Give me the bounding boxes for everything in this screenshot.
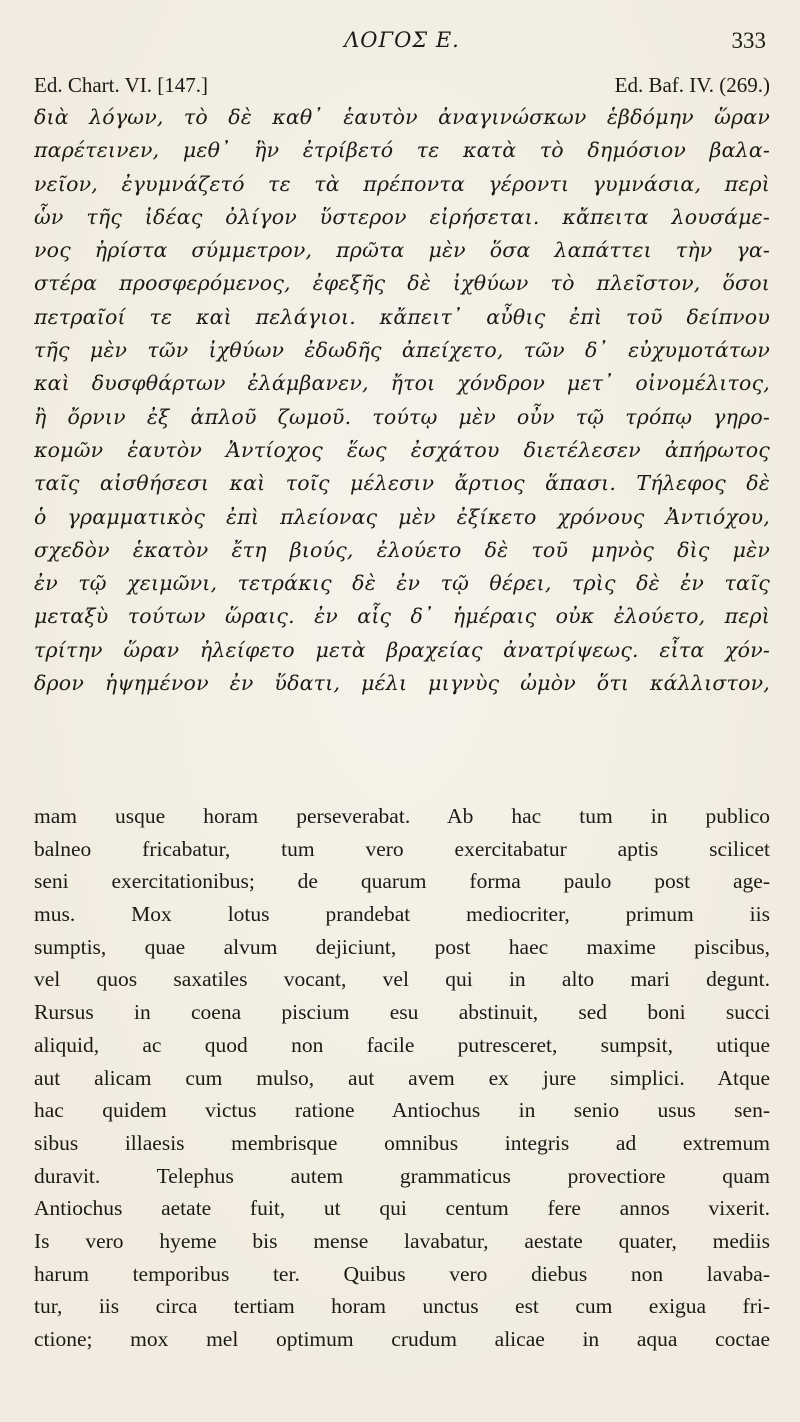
- latin-text-line: mus. Mox lotus prandebat mediocriter, primum iis: [34, 902, 770, 927]
- latin-text-line: Rursus in coena piscium esu abstinuit, sed boni succi: [34, 1000, 770, 1025]
- latin-text-line: ctione; mox mel optimum crudum alicae in aqua coctae: [34, 1327, 770, 1351]
- latin-text-line: aliquid, ac quod non facile putresceret, sumpsit, utique: [34, 1032, 770, 1057]
- page-number: 333: [731, 28, 766, 53]
- latin-text-line: tur, iis circa tertiam horam unctus est cum exigua fri-: [34, 1294, 770, 1319]
- edition-basel-reference: Ed. Baf. IV. (269.): [614, 73, 770, 97]
- edition-reference-line: [34, 73, 770, 103]
- greek-text-line: παρέτεινεν, μεθ᾽ ἣν ἐτρίβετό τε κατὰ τὸ δημόσιον βαλα-: [34, 138, 770, 163]
- latin-text-line: aut alicam cum mulso, aut avem ex jure simplici. Atque: [34, 1065, 770, 1090]
- latin-text-line: mam usque horam perseverabat. Ab hac tum in publico: [34, 804, 770, 828]
- latin-text-line: balneo fricabatur, tum vero exercitabatur aptis scilicet: [34, 836, 770, 861]
- greek-text-line: ἐν τῷ χειμῶνι, τετράκις δὲ ἐν τῷ θέρει, τρὶς δὲ ἐν ταῖς: [34, 571, 770, 596]
- greek-text-line: κομῶν ἑαυτὸν Ἀντίοχος ἕως ἐσχάτου διετέλεσεν ἀπήρωτος: [34, 437, 770, 462]
- latin-text-line: Is vero hyeme bis mense lavabatur, aestate quater, mediis: [34, 1228, 770, 1253]
- latin-text-line: hac quidem victus ratione Antiochus in senio usus sen-: [34, 1098, 770, 1123]
- latin-text-line: sibus illaesis membrisque omnibus integris ad extremum: [34, 1130, 770, 1155]
- edition-chartier-reference: Ed. Chart. VI. [147.]: [34, 73, 208, 97]
- latin-text-line: vel quos saxatiles vocant, vel qui in alto mari degunt.: [34, 967, 770, 992]
- greek-text-line: στέρα προσφερόμενος, ἐφεξῆς δὲ ἰχθύων τὸ πλεῖστον, ὅσοι: [34, 271, 770, 296]
- greek-text-line: πετραῖοί τε καὶ πελάγιοι. κἄπειτ᾽ αὖθις ἐπὶ τοῦ δείπνου: [34, 304, 770, 329]
- greek-text-line: δρον ἡψημένον ἐν ὕδατι, μέλι μιγνὺς ὠμὸν ὅτι κάλλιστον,: [34, 671, 770, 696]
- latin-text-line: Antiochus aetate fuit, ut qui centum fere annos vixerit.: [34, 1196, 770, 1221]
- greek-text-line: νεῖον, ἐγυμνάζετό τε τὰ πρέποντα γέροντι γυμνάσια, περὶ: [34, 171, 770, 196]
- greek-text-line: σχεδὸν ἑκατὸν ἔτη βιούς, ἐλούετο δὲ τοῦ μηνὸς δὶς μὲν: [34, 537, 770, 562]
- greek-text-line: τῆς μὲν τῶν ἰχθύων ἐδωδῆς ἀπείχετο, τῶν δ᾽ εὐχυμοτάτων: [34, 338, 770, 363]
- running-head: [34, 28, 770, 62]
- latin-text-line: sumptis, quae alvum dejiciunt, post haec maxime piscibus,: [34, 934, 770, 959]
- greek-text-line: ὁ γραμματικὸς ἐπὶ πλείονας μὲν ἐξίκετο χρόνους Ἀντιόχου,: [34, 504, 770, 529]
- greek-text-line: ὧν τῆς ἰδέας ὀλίγον ὕστερον εἰρήσεται. κἄπειτα λουσάμε-: [34, 204, 770, 229]
- greek-text-line: διὰ λόγων, τὸ δὲ καθ᾽ ἑαυτὸν ἀναγινώσκων ἑβδόμην ὥραν: [34, 105, 770, 129]
- greek-text-line: καὶ δυσφθάρτων ἐλάμβανεν, ἤτοι χόνδρον μετ᾽ οἰνομέλιτος,: [34, 371, 770, 396]
- latin-text-column: [34, 800, 770, 1356]
- latin-text-line: harum temporibus ter. Quibus vero diebus non lavaba-: [34, 1261, 770, 1286]
- greek-text-line: ταῖς αἰσθήσεσι καὶ τοῖς μέλεσιν ἄρτιος ἅπασι. Τήλεφος δὲ: [34, 471, 770, 496]
- greek-text-line: νος ἠρίστα σύμμετρον, πρῶτα μὲν ὅσα λαπάττει τὴν γα-: [34, 238, 770, 263]
- greek-text-line: τρίτην ὥραν ἠλείφετο μετὰ βραχείας ἀνατρίψεως. εἶτα χόν-: [34, 637, 770, 662]
- greek-text-line: μεταξὺ τούτων ὥραις. ἐν αἷς δ᾽ ἡμέραις οὐκ ἐλούετο, περὶ: [34, 604, 770, 629]
- latin-text-line: duravit. Telephus autem grammaticus provectiore quam: [34, 1163, 770, 1188]
- greek-text-column: [34, 101, 770, 700]
- running-title: ΛΟΓΟΣ Ε.: [344, 28, 460, 52]
- greek-text-line: ἢ ὄρνιν ἐξ ἁπλοῦ ζωμοῦ. τούτῳ μὲν οὖν τῷ τρόπῳ γηρο-: [34, 404, 770, 429]
- latin-text-line: seni exercitationibus; de quarum forma paulo post age-: [34, 869, 770, 894]
